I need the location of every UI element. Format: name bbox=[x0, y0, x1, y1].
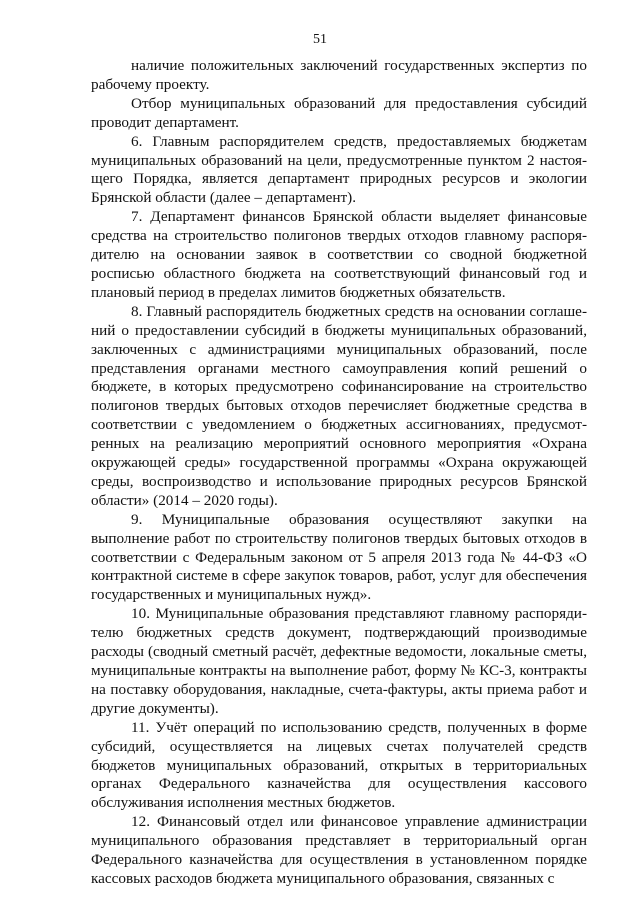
page-number: 51 bbox=[313, 32, 327, 47]
paragraph-expertise-continuation: наличие положительных заключений государственных экспертиз по рабочему проекту. bbox=[91, 57, 587, 93]
paragraph-item-7: 7. Департамент финансов Брянской области выделяет финансовые средства на строительство полигонов твердых отходов главному распорядителю на основании заявок в соответствии со сводной бюджетной росписью областного бюджета на соответствующий финансовый год и плановый период в пределах лимитов бюджетных обязательств. bbox=[91, 208, 587, 301]
paragraph-item-8: 8. Главный распорядитель бюджетных средств на основании соглашений о предоставлении субсидий в бюджеты муниципальных образований, заключенных с администрациями муниципальных образований, после представления органами местного самоуправления копий решений о бюджете, в которых предусмотрено софинансирование на строительство полигонов твердых бытовых отходов перечисляет бюджетные средства в соответствии с уведомлением о бюджетных ассигнованиях, предусмотренных на реализацию мероприятий основного мероприятия «Охрана окружающей среды» государственной программы «Охрана окружающей среды, воспроизводство и использование природных ресурсов Брянской области» (2014 – 2020 годы). bbox=[91, 302, 587, 509]
paragraph-item-9: 9. Муниципальные образования осуществляют закупки на выполнение работ по строительству полигонов твердых бытовых отходов в соответствии с Федеральным законом от 5 апреля 2013 года № 44-ФЗ «О контрактной системе в сфере закупок товаров, работ, услуг для обеспечения государственных и муниципальных нужд». bbox=[91, 510, 587, 604]
paragraph-item-12: 12. Финансовый отдел или финансовое управление администрации муниципального образования представляет в территориальный орган Федерального казначейства для осуществления в установленном порядке кассовых расходов бюджета муниципального образования, связанных с bbox=[91, 813, 587, 887]
paragraph-item-6: 6. Главным распорядителем средств, предоставляемых бюджетам муниципальных образований на цели, предусмотренные пунктом 2 настоящего Порядка, является департамент природных ресурсов и экологии Брянской области (далее – департамент). bbox=[91, 132, 587, 207]
paragraph-selection: Отбор муниципальных образований для предоставления субсидий проводит департамент. bbox=[91, 94, 587, 131]
document-body bbox=[91, 57, 587, 889]
paragraph-item-10: 10. Муниципальные образования представляют главному распорядителю бюджетных средств документ, подтверждающий производимые расходы (сводный сметный расчёт, дефектные ведомости, локальные сметы, муниципальные контракты на выполнение работ, форму № КС-3, контракты на поставку оборудования, накладные, счета-фактуры, акты приема работ и другие документы). bbox=[91, 605, 587, 717]
paragraph-item-11: 11. Учёт операций по использованию средств, полученных в форме субсидий, осуществляется на лицевых счетах получателей средств бюджетов муниципальных образований, открытых в территориальных органах Федерального казначейства для осуществления кассового обслуживания исполнения местных бюджетов. bbox=[91, 718, 587, 812]
